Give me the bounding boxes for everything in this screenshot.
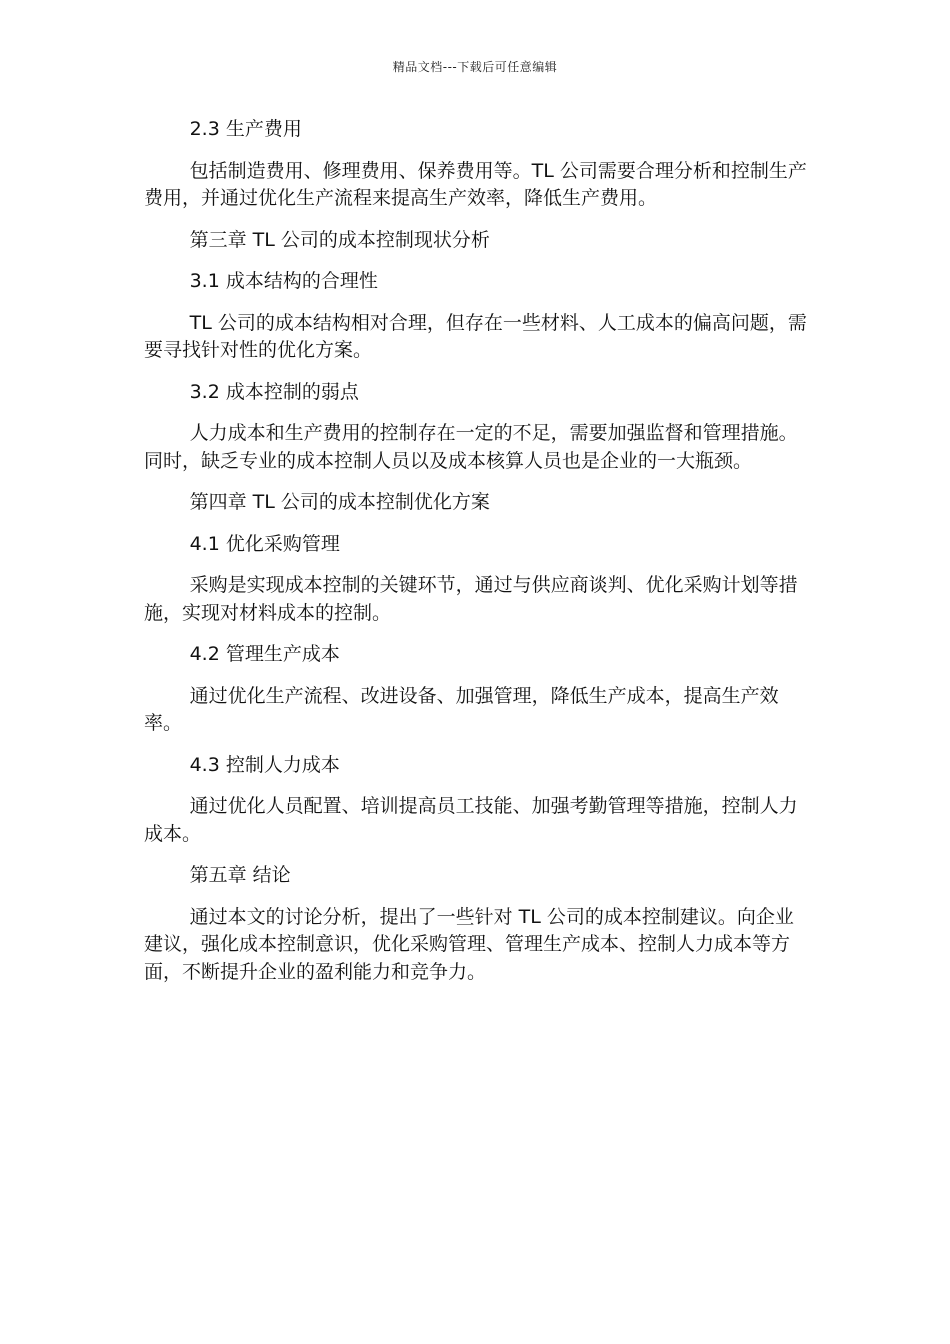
page-header-watermark: 精品文档---下载后可任意编辑 [392, 60, 558, 74]
section-heading-4-3: 4.3 控制人力成本 [189, 753, 340, 776]
paragraph-production-management: 通过优化生产流程、改进设备、加强管理，降低生产成本，提高生产效率。 [144, 684, 779, 734]
chapter-heading-3: 第三章 TL 公司的成本控制现状分析 [189, 228, 490, 251]
section-heading-2-3: 2.3 生产费用 [189, 118, 302, 140]
paragraph-control-weakness: 人力成本和生产费用的控制存在一定的不足，需要加强监督和管理措施。同时，缺乏专业的成本控制人员以及成本核算人员也是企业的一大瓶颈。 [144, 422, 798, 472]
paragraph-labor-costs: 通过优化人员配置、培训提高员工技能、加强考勤管理等措施，控制人力成本。 [144, 795, 798, 845]
document-body [144, 116, 808, 1000]
paragraph-procurement: 采购是实现成本控制的关键环节，通过与供应商谈判、优化采购计划等措施，实现对材料成本的控制。 [144, 574, 798, 624]
paragraph-conclusion: 通过本文的讨论分析，提出了一些针对 TL 公司的成本控制建议。向企业建议，强化成本控制意识，优化采购管理、管理生产成本、控制人力成本等方面，不断提升企业的盈利能力和竞争力。 [144, 905, 794, 983]
paragraph-cost-structure: TL 公司的成本结构相对合理，但存在一些材料、人工成本的偏高问题，需要寻找针对性的优化方案。 [144, 311, 807, 361]
section-heading-4-2: 4.2 管理生产成本 [189, 643, 340, 665]
paragraph-production-costs: 包括制造费用、修理费用、保养费用等。TL 公司需要合理分析和控制生产费用，并通过优化生产流程来提高生产效率，降低生产费用。 [144, 159, 807, 209]
section-heading-3-1: 3.1 成本结构的合理性 [189, 270, 378, 292]
section-heading-4-1: 4.1 优化采购管理 [189, 532, 340, 555]
chapter-heading-4: 第四章 TL 公司的成本控制优化方案 [189, 491, 490, 513]
section-heading-3-2: 3.2 成本控制的弱点 [189, 380, 359, 403]
chapter-heading-5: 第五章 结论 [189, 864, 291, 886]
